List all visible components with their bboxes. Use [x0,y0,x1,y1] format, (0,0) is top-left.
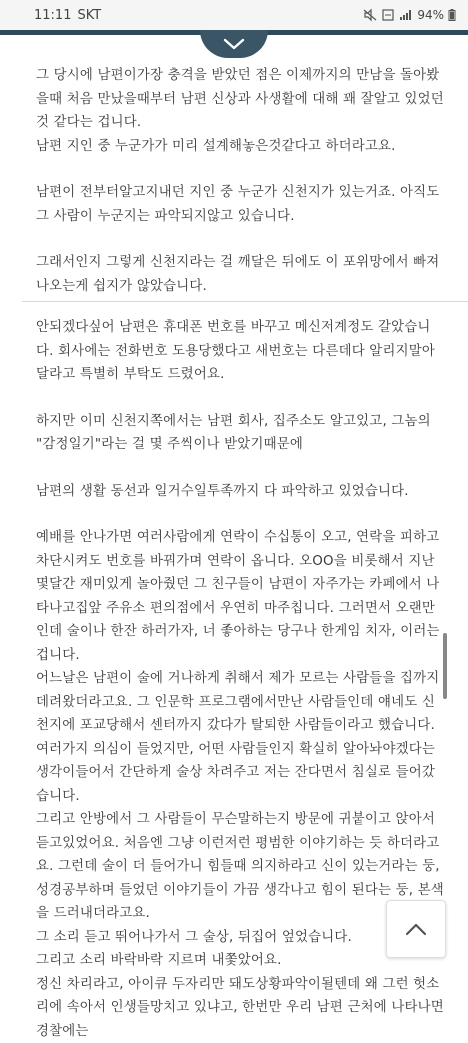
paragraph: 그 소리 듣고 뛰어나가서 그 술상, 뒤집어 엎었습니다. [36,926,448,950]
status-carrier: SKT [77,8,101,23]
wifi-calling-icon [381,9,395,21]
collapse-toolbar-button[interactable] [200,30,268,58]
paragraph: 안되겠다싶어 남편은 휴대폰 번호를 바꾸고 메신저계정도 갈았습니다. 회사에는 전화번호 도용당했다고 새번호는 다른데다 알리지말아달라고 특별히 부탁도 드렸어요. [36,316,448,387]
paragraph: 그리고 소리 바락바락 지르며 내쫓았어요. [36,949,448,973]
scroll-to-top-button[interactable] [386,900,446,958]
scrollbar-thumb[interactable] [443,633,447,699]
paragraph: 예배를 안나가면 여러사람에게 연락이 수십통이 오고, 연락을 피하고 차단시켜도 번호를 바꿔가며 연락이 옵니다. 오OO을 비롯해서 지난 몇달간 재미있게 놀아줬던 그 친구들이 남편이 자주가는 카페에서 나타나고집앞 주유소 편의점에서 우연히 마주칩니다. 그러면서 오랜만인데 술이나 한잔 하러가자, 너 좋아하는 당구나 한게임 치자, 이러는겁니다. [36,526,448,667]
signal-icon [399,9,413,21]
paragraph: 하지만 이미 신천지쪽에서는 남편 회사, 집주소도 알고있고, 그놈의 "감정일기"라는 걸 몇 주씩이나 받았기때문에 [36,410,448,457]
chevron-up-icon [405,922,427,936]
status-right [363,8,456,22]
battery-icon [448,9,456,21]
section-divider [22,301,468,302]
paragraph: 정신 차리라고, 아이큐 두자리만 돼도상황파악이될텐데 왜 그런 헛소리에 속아서 인생들망치고 있냐고, 한번만 우리 남편 근처에 나타나면 경찰에는 [36,973,448,1043]
paragraph: 그리고 안방에서 그 사람들이 무슨말하는지 방문에 귀붙이고 앉아서 듣고있었어요. 처음엔 그냥 이런저런 평범한 이야기하는 듯 하더라고요. 그런데 술이 더 들어가니 힘들때 의지하라고 신이 있는거라는 둥, 성경공부하며 들었던 이야기들이 가끔 생각나고 힘이 된다는 둥, 본색을 드러내더라고요. [36,808,448,926]
chevron-down-icon [223,38,245,50]
battery-percent: 94% [417,8,444,22]
paragraph: 그래서인지 그렇게 신천지라는 걸 깨달은 뒤에도 이 포위망에서 빠져나오는게 쉽지가 않았습니다. [36,251,448,298]
mute-icon [363,9,377,21]
status-left [34,8,101,23]
paragraph: 그 당시에 남편이가장 충격을 받았던 점은 이제까지의 만남을 돌아봤을때 처음 만났을때부터 남편 신상과 사생활에 대해 꽤 잘알고 있었던 것 같다는 겁니다. [36,64,448,135]
paragraph: 어느날은 남편이 술에 거나하게 취해서 제가 모르는 사람들을 집까지 데려왔더라고요. 그 인문학 프로그램에서만난 사람들인데 얘네도 신천지에 포교당해서 센터까지 갔다가 탈퇴한 사람들이라고 했습니다. 여러가지 의심이 들었지만, 어떤 사람들인지 확실히 알아놔야겠다는 생각이들어서 간단하게 술상 차려주고 저는 잔다면서 침실로 들어갔습니다. [36,667,448,808]
paragraph: 남편의 생활 동선과 일거수일투족까지 다 파악하고 있었습니다. [36,480,448,504]
paragraph: 남편이 전부터알고지내던 지인 중 누군가 신천지가 있는거죠. 아직도 그 사람이 누군지는 파악되지않고 있습니다. [36,181,448,228]
article-block-1 [36,64,448,321]
status-time: 11:11 [34,8,71,23]
paragraph: 남편 지인 중 누군가가 미리 설계해놓은것같다고 하더라고요. [36,135,448,159]
status-bar [0,0,468,30]
